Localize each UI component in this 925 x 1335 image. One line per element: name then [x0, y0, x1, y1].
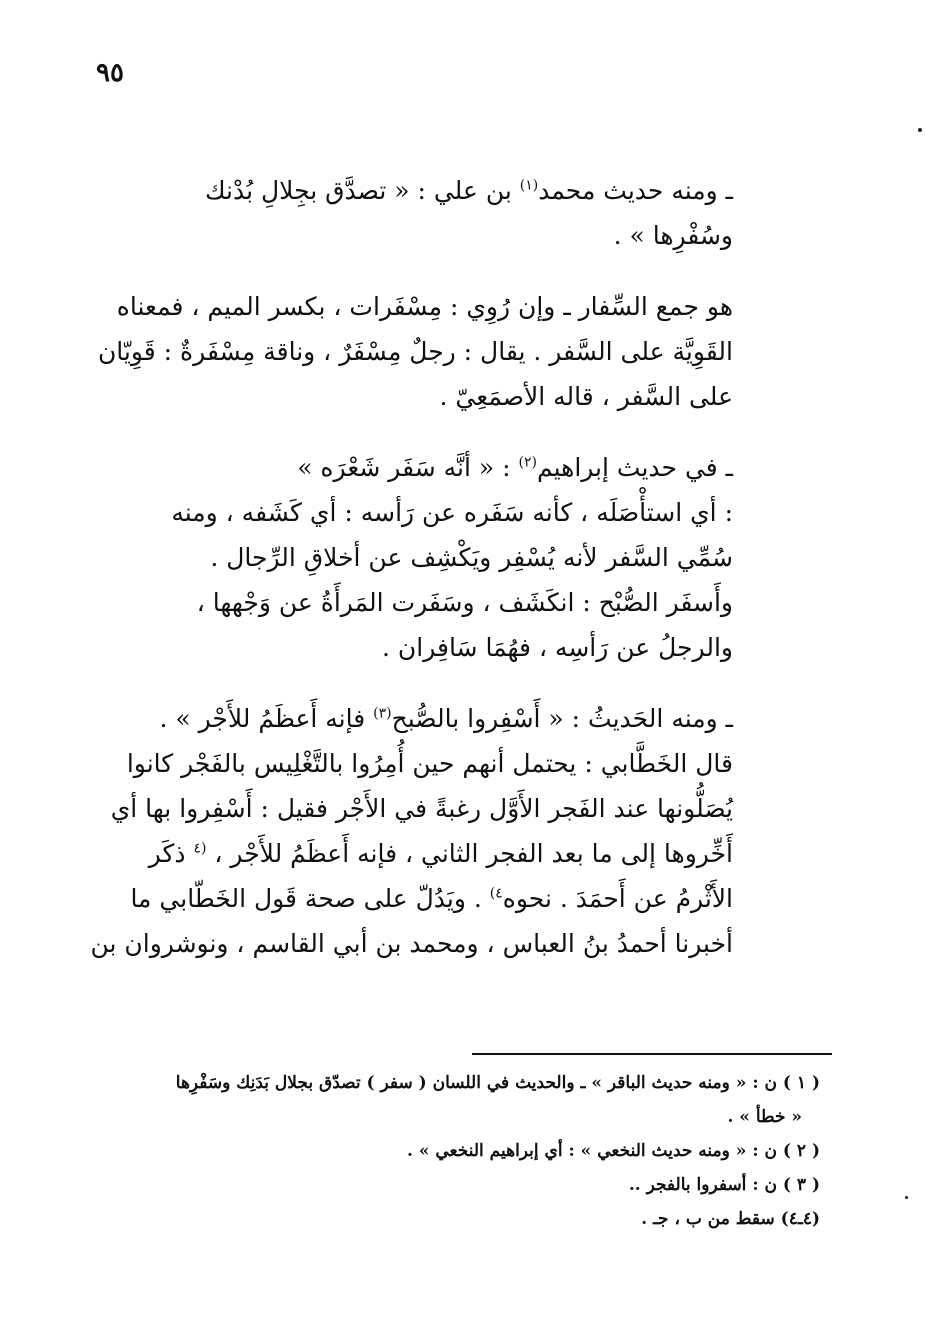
margin-mark [918, 128, 922, 132]
text-line [78, 168, 733, 213]
text-line: هو جمع السِّفار ـ وإن رُوِي : مِسْفَرات ، بكسر الميم ، فمعناه [116, 292, 733, 321]
text-line: وأَسفَر الصُّبْح : انكَشَف ، وسَفَرت المَرأَةُ عن وَجْهها ، [196, 588, 733, 617]
paragraph [78, 168, 733, 258]
text-line: يُصَلُّونها عند الفَجر الأَوَّل رغبةً في الأَجْر فقيل : أَسْفِروا بها أي [110, 794, 733, 823]
footnote-marker: (١) [519, 177, 539, 194]
text-line: أخبرنا أحمدُ بنُ العباس ، ومحمد بن أبي القاسم ، ونوشروان بن [90, 929, 733, 958]
text-line: القَوِيَّة على السَّفر . يقال : رجلٌ مِسْفَرٌ ، وناقة مِسْفَرةٌ : قَوِيّان [97, 337, 733, 366]
text-segment: أَخِّروها إلى ما بعد الفجر الثاني ، فإنه أَعظَمُ للأَجْر ، [206, 839, 733, 868]
footnotes [80, 1068, 820, 1238]
footnote: (٤ـ٤) سقط من ب ، جـ . [641, 1209, 820, 1229]
footnote: ( ٣ ) ن : أسفروا بالفجر .. [628, 1175, 820, 1195]
text-segment: فإنه أَعظَمُ للأَجْر » . [159, 704, 374, 733]
page-number: ٩٥ [96, 58, 124, 88]
footnote: ( ١ ) ن : « ومنه حديث الباقر » ـ والحديث في اللسان ( سفر ) تصدّق بجلال بَدَنِك وسَفْرِها [175, 1073, 820, 1093]
text-segment: : « أنَّه سَفَر شَعْرَه » [297, 453, 519, 482]
margin-mark [905, 1196, 908, 1199]
text-segment: ذكَر [148, 839, 194, 868]
text-line: وسُفْرِها » . [613, 221, 733, 250]
text-line [78, 445, 733, 490]
footnote-continuation: « خطأ » . [727, 1107, 802, 1127]
text-segment: الأَثْرمُ عن أَحمَدَ . نحوه [502, 884, 733, 913]
text-line: سُمِّي السَّفر لأنه يُسْفِر ويَكْشِف عن أخلاقِ الرِّجال . [210, 543, 733, 572]
text-line [78, 876, 733, 921]
footnote-separator [472, 1053, 832, 1055]
footnote-marker: (٣) [373, 705, 392, 722]
paragraph [78, 696, 733, 966]
text-line: على السَّفر ، قاله الأصمَعِيّ . [439, 382, 733, 411]
paragraph [78, 445, 733, 670]
text-segment: . ويَدُلّ على صحة قَول الخَطّابي ما [130, 884, 490, 913]
text-line: : أي استأْصَلَه ، كأنه سَفَره عن رَأسه : أي كَشَفه ، ومنه [171, 498, 733, 527]
main-text [78, 168, 733, 992]
text-line [78, 696, 733, 741]
text-line [78, 831, 733, 876]
text-segment: ـ ومنه الحَديثُ : « أَسْفِروا بالصُّبح [391, 704, 733, 733]
text-segment: بن علي : « تصدَّق بجِلالِ بُدْنك [204, 176, 520, 205]
footnote-marker: (٢) [518, 454, 537, 471]
footnote-marker: ٤) [489, 885, 503, 902]
footnote-marker: (٤ [193, 840, 207, 857]
text-segment: ـ ومنه حديث محمد [538, 176, 733, 205]
paragraph [78, 284, 733, 419]
text-line: قال الخَطَّابي : يحتمل أنهم حين أُمِرُوا بالتَّغْلِيس بالفَجْر كانوا [126, 749, 733, 778]
text-line: والرجلُ عن رَأسِه ، فهُمَا سَافِران . [382, 633, 733, 662]
footnote: ( ٢ ) ن : « ومنه حديث النخعي » : أي إبراهيم النخعي » . [406, 1141, 820, 1161]
text-segment: ـ في حديث إبراهيم [536, 453, 733, 482]
